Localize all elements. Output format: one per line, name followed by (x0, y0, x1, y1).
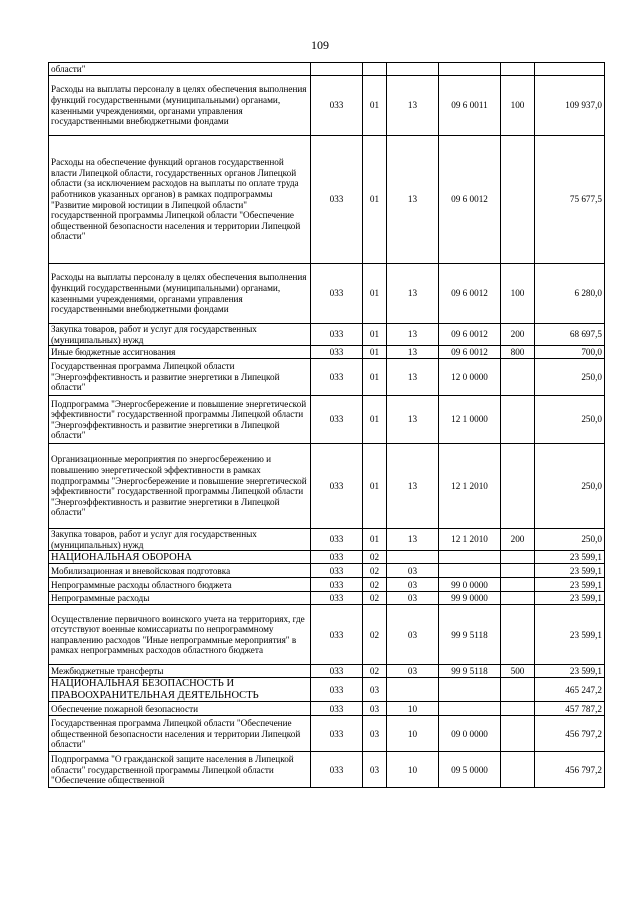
table-row (49, 396, 605, 444)
row-name: области" (49, 63, 311, 76)
ved-code: 033 (311, 529, 363, 551)
section-code: 01 (363, 324, 387, 346)
section-code: 02 (363, 564, 387, 578)
target-article-code: 99 0 0000 (439, 578, 501, 592)
table-row (49, 605, 605, 665)
expense-type-code: 800 (501, 346, 535, 359)
amount: 23 599,1 (535, 605, 605, 665)
subsection-code: 13 (387, 529, 439, 551)
table-row (49, 752, 605, 788)
target-article-code: 09 0 0000 (439, 716, 501, 752)
amount: 465 247,2 (535, 678, 605, 702)
ved-code: 033 (311, 324, 363, 346)
subsection-code: 13 (387, 264, 439, 324)
ved-code: 033 (311, 136, 363, 264)
table-row (49, 264, 605, 324)
ved-code: 033 (311, 716, 363, 752)
section-code: 03 (363, 678, 387, 702)
section-code (363, 63, 387, 76)
subsection-code: 13 (387, 324, 439, 346)
row-name: Закупка товаров, работ и услуг для государственных (муниципальных) нужд (49, 529, 311, 551)
expense-type-code (501, 578, 535, 592)
row-name: Государственная программа Липецкой области "Энергоэффективность и развитие энергетики в Липецкой области" (49, 359, 311, 396)
section-code: 01 (363, 76, 387, 136)
section-code: 01 (363, 396, 387, 444)
amount: 250,0 (535, 529, 605, 551)
expense-type-code (501, 716, 535, 752)
amount: 68 697,5 (535, 324, 605, 346)
target-article-code (439, 63, 501, 76)
table-row (49, 702, 605, 716)
ved-code: 033 (311, 551, 363, 564)
expense-type-code (501, 702, 535, 716)
row-name: Мобилизационная и вневойсковая подготовка (49, 564, 311, 578)
expense-type-code: 100 (501, 76, 535, 136)
target-article-code: 09 6 0012 (439, 324, 501, 346)
ved-code: 033 (311, 702, 363, 716)
budget-table (48, 62, 605, 788)
page-number: 109 (311, 38, 329, 52)
ved-code: 033 (311, 264, 363, 324)
amount: 23 599,1 (535, 551, 605, 564)
subsection-code: 10 (387, 716, 439, 752)
section-code: 02 (363, 592, 387, 605)
section-code: 02 (363, 551, 387, 564)
expense-type-code (501, 678, 535, 702)
expense-type-code (501, 551, 535, 564)
table-row (49, 665, 605, 678)
expense-type-code (501, 752, 535, 788)
subsection-code: 03 (387, 592, 439, 605)
row-name: Закупка товаров, работ и услуг для государственных (муниципальных) нужд (49, 324, 311, 346)
expense-type-code (501, 444, 535, 529)
target-article-code: 12 0 0000 (439, 359, 501, 396)
row-name: НАЦИОНАЛЬНАЯ ОБОРОНА (49, 551, 311, 564)
row-name: Расходы на выплаты персоналу в целях обеспечения выполнения функций государственными (муниципальными) органами, казенными учреждениями, органами управления государственными внебюджетными фондами (49, 76, 311, 136)
section-code: 01 (363, 444, 387, 529)
amount: 6 280,0 (535, 264, 605, 324)
row-name: Обеспечение пожарной безопасности (49, 702, 311, 716)
expense-type-code (501, 564, 535, 578)
ved-code: 033 (311, 359, 363, 396)
amount: 109 937,0 (535, 76, 605, 136)
subsection-code: 13 (387, 136, 439, 264)
subsection-code: 10 (387, 752, 439, 788)
table-row (49, 324, 605, 346)
amount: 456 797,2 (535, 752, 605, 788)
ved-code: 033 (311, 752, 363, 788)
ved-code (311, 63, 363, 76)
subsection-code: 03 (387, 665, 439, 678)
subsection-code: 13 (387, 76, 439, 136)
amount: 23 599,1 (535, 665, 605, 678)
subsection-code: 13 (387, 396, 439, 444)
expense-type-code: 200 (501, 324, 535, 346)
row-name: Расходы на обеспечение функций органов государственной власти Липецкой области, государственных органов Липецкой области (за исключением расходов на выплаты по оплате труда работников указанных органов) в рамках подпрограммы "Развитие мировой юстиции в Липецкой области" государственной программы Липецкой области "Обеспечение общественной безопасности населения и территории Липецкой области" (49, 136, 311, 264)
target-article-code: 12 1 0000 (439, 396, 501, 444)
amount: 250,0 (535, 396, 605, 444)
subsection-code (387, 63, 439, 76)
ved-code: 033 (311, 678, 363, 702)
ved-code: 033 (311, 346, 363, 359)
expense-type-code (501, 592, 535, 605)
table-row (49, 592, 605, 605)
amount: 457 787,2 (535, 702, 605, 716)
target-article-code: 99 9 5118 (439, 605, 501, 665)
row-name: Подпрограмма "Энергосбережение и повышение энергетической эффективности" государственной программы Липецкой области "Энергоэффективность и развитие энергетики в Липецкой области" (49, 396, 311, 444)
subsection-code: 03 (387, 605, 439, 665)
ved-code: 033 (311, 396, 363, 444)
target-article-code (439, 678, 501, 702)
target-article-code: 99 9 0000 (439, 592, 501, 605)
section-code: 03 (363, 752, 387, 788)
amount: 23 599,1 (535, 564, 605, 578)
ved-code: 033 (311, 665, 363, 678)
amount: 250,0 (535, 359, 605, 396)
subsection-code: 13 (387, 346, 439, 359)
table-row (49, 359, 605, 396)
section-code: 01 (363, 346, 387, 359)
subsection-code: 13 (387, 444, 439, 529)
subsection-code (387, 551, 439, 564)
table-row (49, 136, 605, 264)
expense-type-code (501, 63, 535, 76)
target-article-code: 12 1 2010 (439, 529, 501, 551)
row-name: НАЦИОНАЛЬНАЯ БЕЗОПАСНОСТЬ И ПРАВООХРАНИТЕЛЬНАЯ ДЕЯТЕЛЬНОСТЬ (49, 678, 311, 702)
amount: 456 797,2 (535, 716, 605, 752)
section-code: 03 (363, 702, 387, 716)
ved-code: 033 (311, 592, 363, 605)
ved-code: 033 (311, 76, 363, 136)
row-name: Непрограммные расходы областного бюджета (49, 578, 311, 592)
subsection-code: 10 (387, 702, 439, 716)
ved-code: 033 (311, 578, 363, 592)
row-name: Иные бюджетные ассигнования (49, 346, 311, 359)
table-row (49, 529, 605, 551)
target-article-code: 09 6 0012 (439, 264, 501, 324)
row-name: Организационные мероприятия по энергосбережению и повышению энергетической эффективности в рамках подпрограммы "Энергосбережение и повышение энергетической эффективности" государственной программы Липецкой области "Энергоэффективность и развитие энергетики в Липецкой области" (49, 444, 311, 529)
table-row (49, 346, 605, 359)
target-article-code: 09 5 0000 (439, 752, 501, 788)
subsection-code: 13 (387, 359, 439, 396)
target-article-code: 09 6 0011 (439, 76, 501, 136)
target-article-code (439, 551, 501, 564)
row-name: Межбюджетные трансферты (49, 665, 311, 678)
section-code: 01 (363, 264, 387, 324)
row-name: Расходы на выплаты персоналу в целях обеспечения выполнения функций государственными (муниципальными) органами, казенными учреждениями, органами управления государственными внебюджетными фондами (49, 264, 311, 324)
table-row (49, 564, 605, 578)
table-row (49, 76, 605, 136)
amount: 75 677,5 (535, 136, 605, 264)
amount (535, 63, 605, 76)
table-row (49, 444, 605, 529)
target-article-code: 09 6 0012 (439, 346, 501, 359)
expense-type-code: 100 (501, 264, 535, 324)
expense-type-code (501, 136, 535, 264)
ved-code: 033 (311, 444, 363, 529)
row-name: Государственная программа Липецкой области "Обеспечение общественной безопасности населения и территории Липецкой области" (49, 716, 311, 752)
expense-type-code: 200 (501, 529, 535, 551)
amount: 700,0 (535, 346, 605, 359)
subsection-code: 03 (387, 578, 439, 592)
amount: 250,0 (535, 444, 605, 529)
target-article-code: 09 6 0012 (439, 136, 501, 264)
section-code: 02 (363, 605, 387, 665)
target-article-code (439, 564, 501, 578)
section-code: 01 (363, 359, 387, 396)
section-code: 01 (363, 136, 387, 264)
section-code: 03 (363, 716, 387, 752)
table-row (49, 678, 605, 702)
target-article-code: 12 1 2010 (439, 444, 501, 529)
section-code: 02 (363, 665, 387, 678)
expense-type-code: 500 (501, 665, 535, 678)
table-body (49, 63, 605, 788)
amount: 23 599,1 (535, 578, 605, 592)
target-article-code: 99 9 5118 (439, 665, 501, 678)
table-row (49, 578, 605, 592)
subsection-code: 03 (387, 564, 439, 578)
section-code: 02 (363, 578, 387, 592)
target-article-code (439, 702, 501, 716)
ved-code: 033 (311, 605, 363, 665)
expense-type-code (501, 605, 535, 665)
row-name: Осуществление первичного воинского учета на территориях, где отсутствуют военные комиссариаты по непрограммному направлению расходов "Иные непрограммные мероприятия" в рамках непрограммных расходов областного бюджета (49, 605, 311, 665)
row-name: Непрограммные расходы (49, 592, 311, 605)
subsection-code (387, 678, 439, 702)
row-name: Подпрограмма "О гражданской защите населения в Липецкой области" государственной программы Липецкой области "Обеспечение общественной (49, 752, 311, 788)
section-code: 01 (363, 529, 387, 551)
table-row (49, 716, 605, 752)
table-row (49, 551, 605, 564)
amount: 23 599,1 (535, 592, 605, 605)
ved-code: 033 (311, 564, 363, 578)
expense-type-code (501, 359, 535, 396)
expense-type-code (501, 396, 535, 444)
table-row (49, 63, 605, 76)
